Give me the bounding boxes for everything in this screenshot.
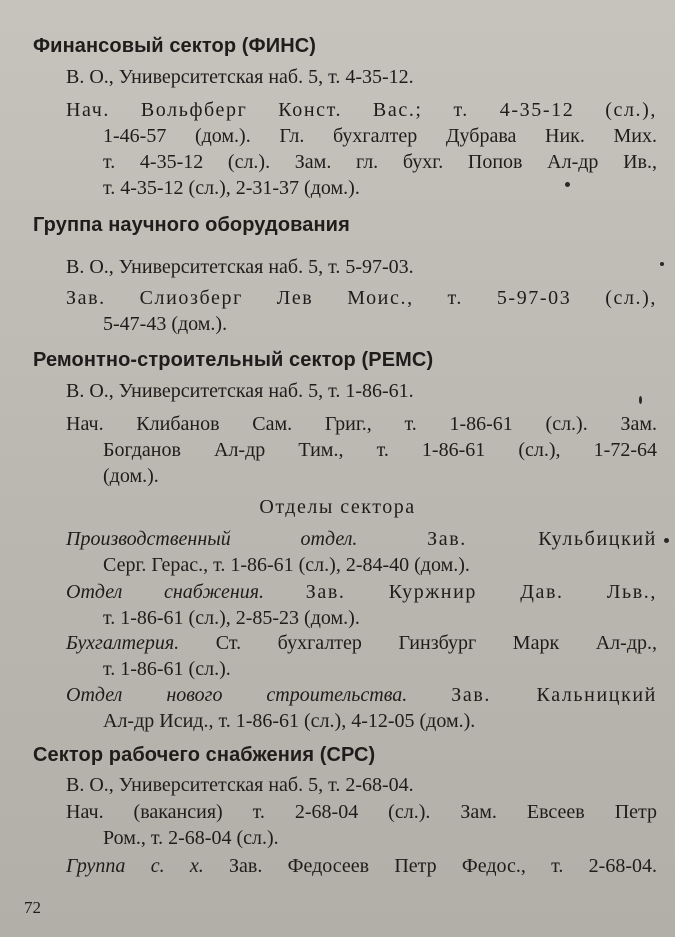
rems-line: (дом.). [103, 465, 159, 487]
department-name: Производственный отдел. [66, 528, 358, 550]
print-speck [639, 396, 642, 404]
page-number: 72 [24, 898, 41, 917]
fins-line: Нач. Вольфберг Конст. Вас.; т. 4-35-12 (сл.), [66, 99, 657, 121]
print-speck [660, 262, 664, 266]
department-head: Зав. Куржнир Дав. Льв., [305, 581, 657, 603]
src-group-entry [66, 855, 657, 878]
department-contact: Серг. Герас., т. 1-86-61 (сл.), 2-84-40 (дом.). [103, 554, 470, 576]
department-name: Отдел снабжения. [66, 581, 265, 603]
department-entry [66, 632, 657, 655]
rems-line: Нач. Клибанов Сам. Григ., т. 1-86-61 (сл.). Зам. [66, 413, 657, 435]
department-entry [66, 528, 657, 551]
print-speck [565, 182, 570, 187]
src-address: В. О., Университетская наб. 5, т. 2-68-04. [66, 774, 414, 796]
department-contact: Ал-др Исид., т. 1-86-61 (сл.), 4-12-05 (дом.). [103, 710, 476, 732]
section-heading-src: Сектор рабочего снабжения (СРС) [33, 744, 376, 766]
group-head: Зав. Федосеев Петр Федос., т. 2-68-04. [229, 855, 657, 877]
fins-line: т. 4-35-12 (сл.), 2-31-37 (дом.). [103, 177, 360, 199]
rems-address: В. О., Университетская наб. 5, т. 1-86-61. [66, 380, 414, 402]
fins-line: 1-46-57 (дом.). Гл. бухгалтер Дубрава Ник. Мих. [103, 125, 657, 147]
department-head: Ст. бухгалтер Гинзбург Марк Ал-др., [215, 632, 657, 654]
equipment-address: В. О., Университетская наб. 5, т. 5-97-03. [66, 256, 414, 278]
department-name: Бухгалтерия. [66, 632, 180, 654]
print-speck [664, 538, 669, 543]
department-contact: т. 1-86-61 (сл.), 2-85-23 (дом.). [103, 607, 360, 629]
src-line: Ром., т. 2-68-04 (сл.). [103, 827, 279, 849]
fins-address: В. О., Университетская наб. 5, т. 4-35-12. [66, 66, 414, 88]
equipment-line: Зав. Слиозберг Лев Моис., т. 5-97-03 (сл.), [66, 287, 657, 309]
section-heading-fins: Финансовый сектор (ФИНС) [33, 35, 317, 57]
department-head: Зав. Кульбицкий [427, 528, 657, 550]
group-name: Группа с. х. [66, 855, 204, 877]
department-name: Отдел нового строительства. [66, 684, 408, 706]
rems-line: Богданов Ал-др Тим., т. 1-86-61 (сл.), 1-72-64 [103, 439, 657, 461]
fins-line: т. 4-35-12 (сл.). Зам. гл. бухг. Попов Ал-др Ив., [103, 151, 657, 173]
department-head: Зав. Кальницкий [451, 684, 657, 706]
section-heading-rems: Ремонтно-строительный сектор (РЕМС) [33, 349, 434, 371]
department-entry [66, 581, 657, 604]
section-heading-equipment: Группа научного оборудования [33, 214, 350, 236]
department-contact: т. 1-86-61 (сл.). [103, 658, 231, 680]
department-entry [66, 684, 657, 707]
departments-subheading: Отделы сектора [259, 496, 416, 518]
src-line: Нач. (вакансия) т. 2-68-04 (сл.). Зам. Евсеев Петр [66, 801, 657, 823]
equipment-line: 5-47-43 (дом.). [103, 313, 228, 335]
